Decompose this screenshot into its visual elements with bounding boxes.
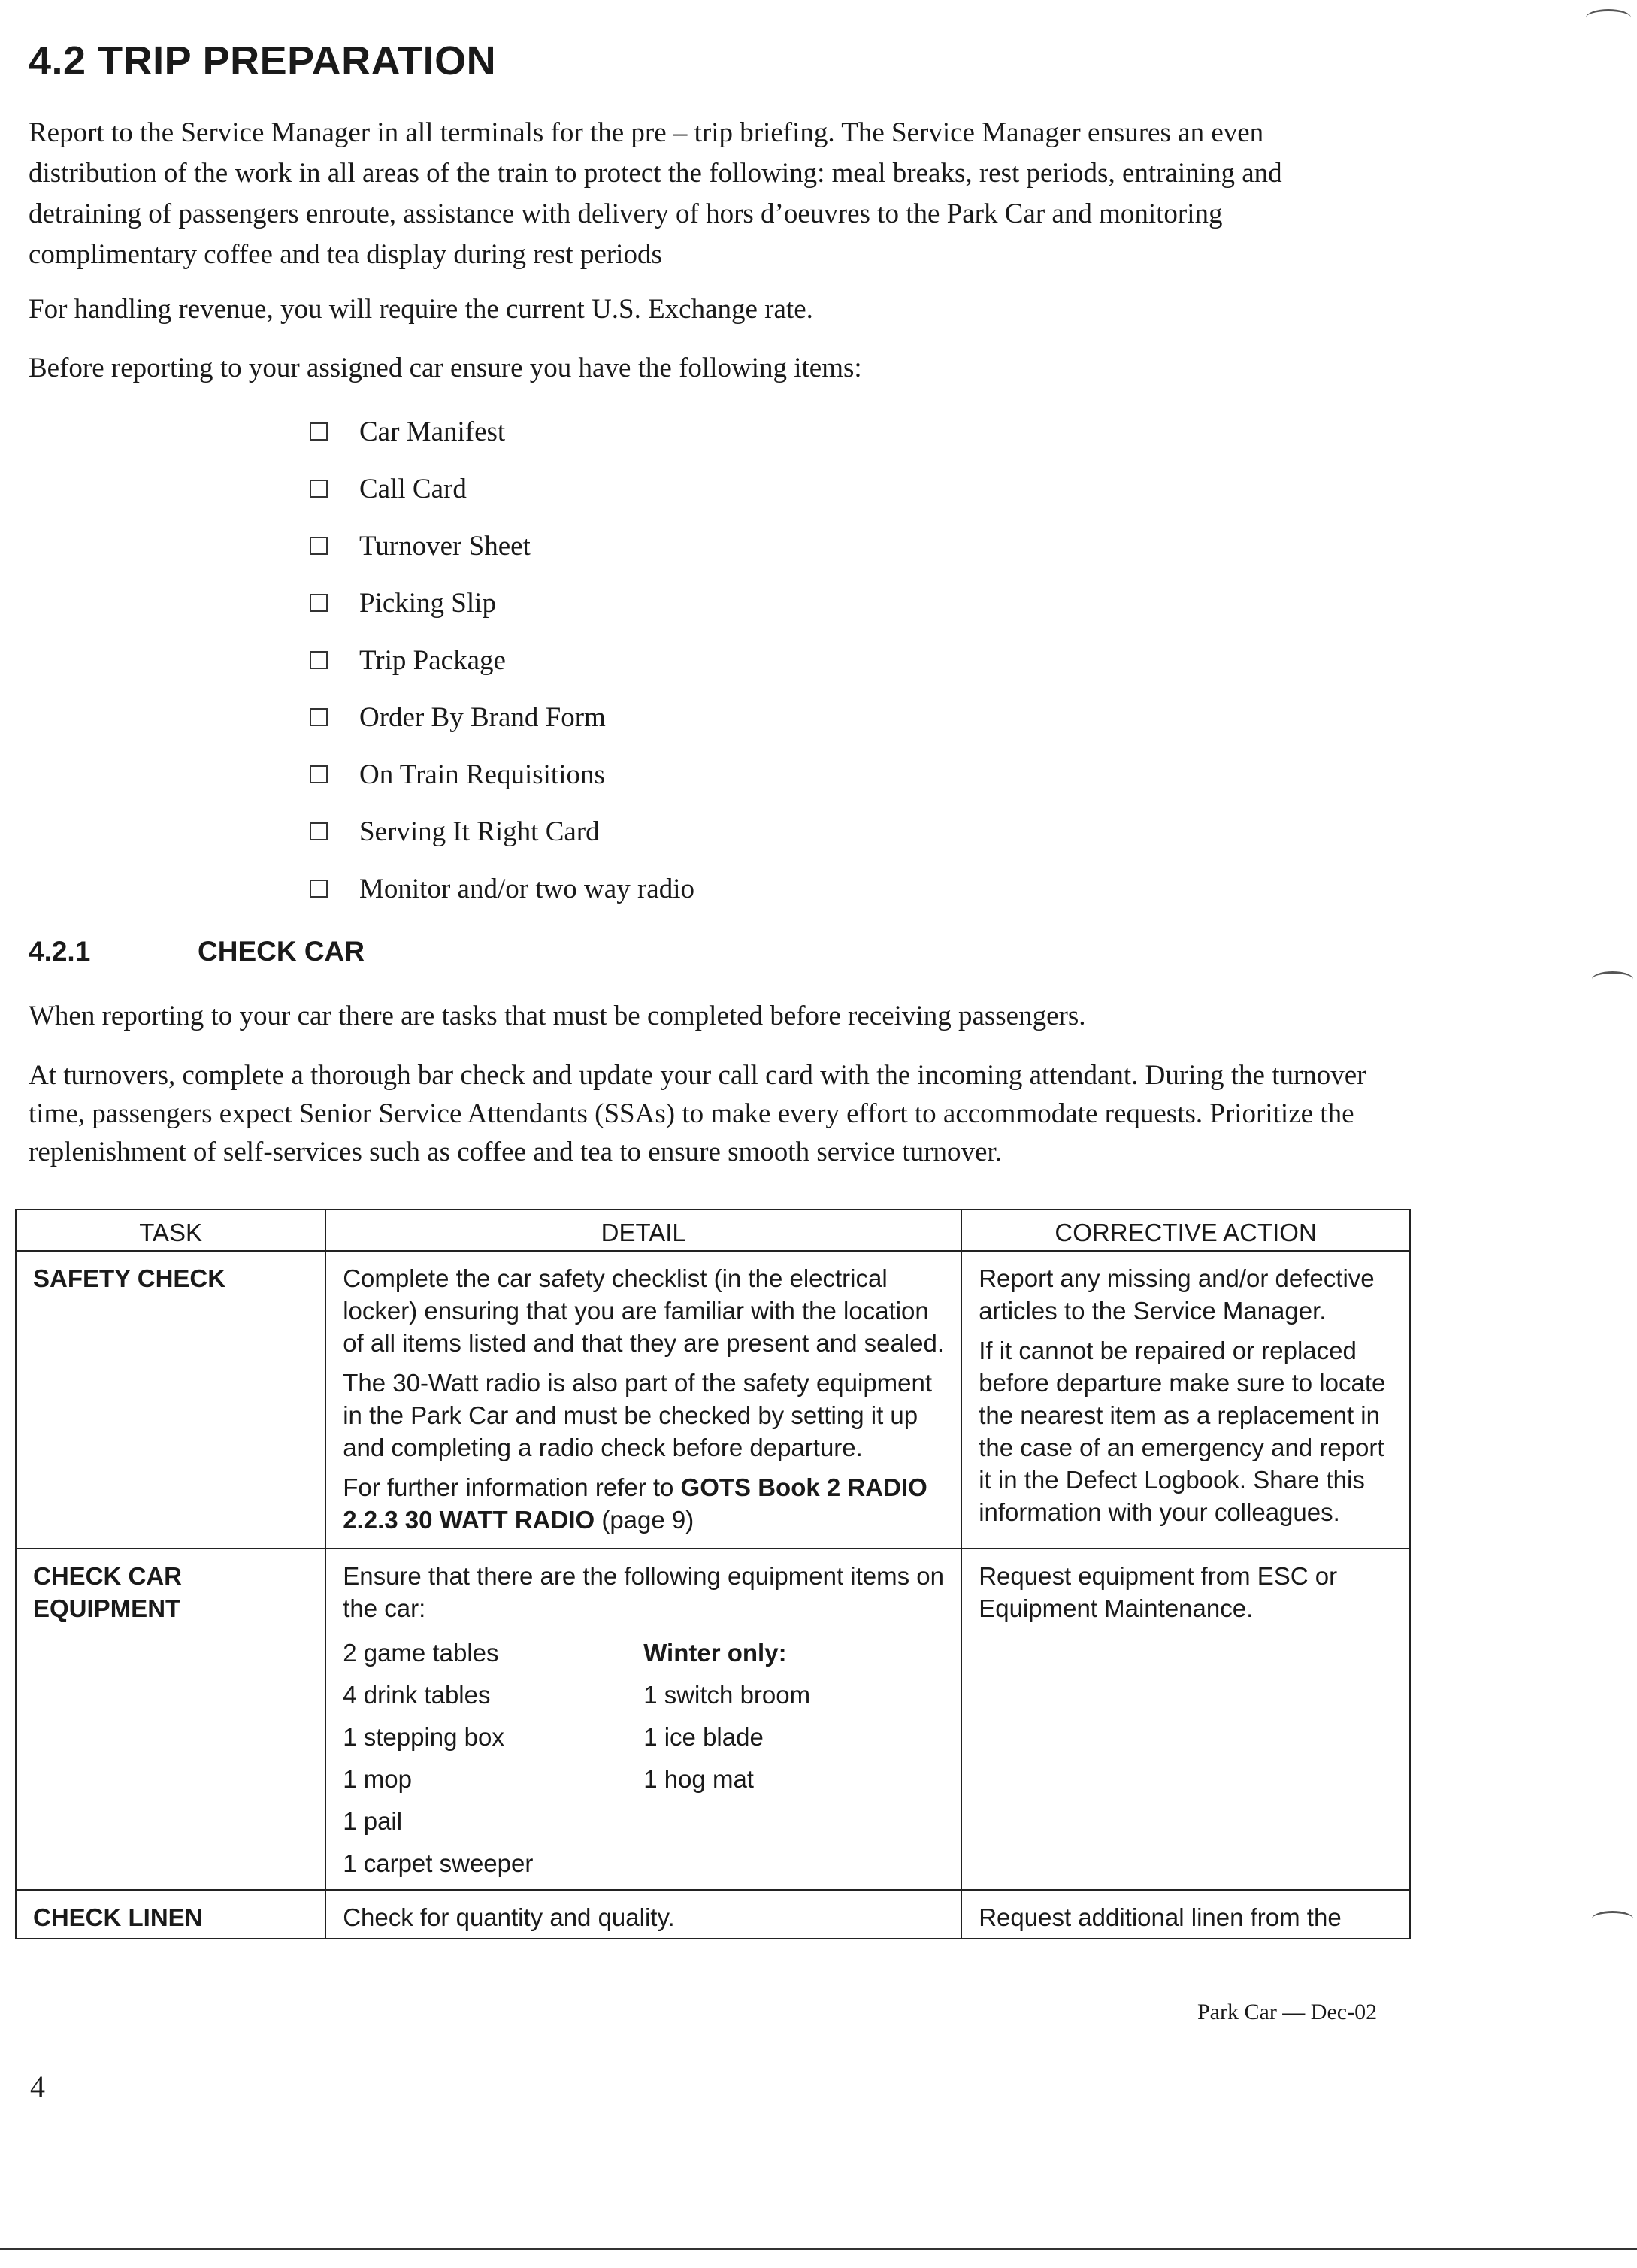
- table-row-check-linen: [16, 1890, 1410, 1939]
- footer-document-label: Park Car — Dec-02: [1197, 2000, 1378, 2024]
- header-corrective-action: CORRECTIVE ACTION: [961, 1210, 1410, 1251]
- equipment-list: [343, 1632, 944, 1885]
- reporting-paragraph: When reporting to your car there are tasks that must be completed before receiving passengers.: [29, 1001, 1086, 1031]
- equipment-item: 2 game tables: [343, 1639, 499, 1667]
- table-row-safety-check: [16, 1251, 1410, 1549]
- checklist-item: Order By Brand Form: [310, 689, 694, 746]
- checklist-item: Serving It Right Card: [310, 803, 694, 860]
- header-task: TASK: [16, 1210, 325, 1251]
- turnovers-paragraph: At turnovers, complete a thorough bar check and update your call card with the incoming attendant. During the turnover time, passengers expect Senior Service Attendants (SSAs) to make every effort to accommodate requests. Prioritize the replenishment of self-services such as coffee and tea to ensure smooth service turnover.: [29, 1060, 1366, 1167]
- checkbox-icon: [310, 708, 328, 726]
- checklist-item: Trip Package: [310, 631, 694, 689]
- equipment-item: 1 ice blade: [643, 1723, 764, 1751]
- checklist-item: Turnover Sheet: [310, 517, 694, 574]
- section-title: [29, 38, 496, 84]
- equipment-item: 1 pail: [343, 1807, 403, 1835]
- task-cell: CHECK LINEN: [16, 1890, 325, 1939]
- detail-cell: Complete the car safety checklist (in the electrical locker) ensuring that you are familiar with the location of all items listed and that they are present and sealed. The 30-Watt radio is also part of the safety equipment in the Park Car and must be checked by setting it up and completing a radio check before departure. For further information refer to GOTS Book 2 RADIO 2.2.3 30 WATT RADIO (page 9): [325, 1251, 961, 1549]
- action-cell: Report any missing and/or defective articles to the Service Manager. If it cannot be repaired or replaced before departure make sure to locate the nearest item as a replacement in the case of an emergency and report it in the Defect Logbook. Share this information with your colleagues.: [961, 1251, 1410, 1549]
- scan-edge-mark: [1592, 971, 1633, 987]
- task-cell: SAFETY CHECK: [16, 1251, 325, 1549]
- table-row-check-car-equipment: [16, 1549, 1410, 1890]
- required-items-checklist: [310, 403, 694, 917]
- section-number: 4.2: [29, 38, 86, 83]
- equipment-item: 1 hog mat: [643, 1765, 754, 1793]
- detail-cell: Check for quantity and quality.: [325, 1890, 961, 1939]
- task-cell: CHECK CAR EQUIPMENT: [16, 1549, 325, 1890]
- equipment-item: 4 drink tables: [343, 1681, 491, 1709]
- winter-only-label: Winter only:: [643, 1639, 787, 1667]
- equipment-item: 1 mop: [343, 1765, 412, 1793]
- revenue-paragraph: For handling revenue, you will require the current U.S. Exchange rate.: [29, 294, 813, 325]
- intro-paragraph: Report to the Service Manager in all terminals for the pre – trip briefing. The Service Manager ensures an even distribution of the work in all areas of the train to protect the following: meal breaks, rest periods, entraining and detraining of passengers enroute, assistance with delivery of hors d’oeuvres to the Park Car and monitoring complimentary coffee and tea display during rest periods: [29, 117, 1282, 270]
- table-header-row: [16, 1210, 1410, 1251]
- equipment-column-winter: [643, 1632, 944, 1885]
- checkbox-icon: [310, 594, 328, 612]
- checkbox-icon: [310, 822, 328, 840]
- equipment-column-standard: [343, 1632, 643, 1885]
- equipment-item: 1 switch broom: [643, 1681, 811, 1709]
- scan-edge-mark: [1592, 1911, 1633, 1927]
- action-cell: Request equipment from ESC or Equipment Maintenance.: [961, 1549, 1410, 1890]
- checkbox-icon: [310, 480, 328, 498]
- detail-cell: Ensure that there are the following equipment items on the car: 2 game tables 4 drink tables 1 stepping box 1 mop 1 pail 1 carpet sweeper Winter only: 1 switch broom 1 ice blade 1 hog mat: [325, 1549, 961, 1890]
- equipment-item: 1 carpet sweeper: [343, 1849, 534, 1877]
- checklist-item: Car Manifest: [310, 403, 694, 460]
- section-title-text: TRIP PREPARATION: [98, 38, 497, 83]
- checkbox-icon: [310, 765, 328, 783]
- reference-gots-book: GOTS Book 2 RADIO 2.2.3 30 WATT RADIO: [343, 1473, 927, 1534]
- checklist-item: Picking Slip: [310, 574, 694, 631]
- scan-edge-line: [0, 2248, 1637, 2250]
- checklist-item: Call Card: [310, 460, 694, 517]
- checkbox-icon: [310, 880, 328, 898]
- task-table: [15, 1209, 1411, 1939]
- header-detail: DETAIL: [325, 1210, 961, 1251]
- before-reporting-paragraph: Before reporting to your assigned car ensure you have the following items:: [29, 353, 862, 383]
- checkbox-icon: [310, 651, 328, 669]
- checklist-item: On Train Requisitions: [310, 746, 694, 803]
- subsection-number: 4.2.1: [29, 936, 91, 967]
- scan-edge-mark: [1586, 9, 1631, 26]
- page-number: 4: [30, 2070, 45, 2103]
- subsection-heading: [29, 936, 365, 967]
- checkbox-icon: [310, 537, 328, 555]
- action-cell: Request additional linen from the: [961, 1890, 1410, 1939]
- subsection-title: CHECK CAR: [198, 936, 365, 967]
- checklist-item: Monitor and/or two way radio: [310, 860, 694, 917]
- equipment-item: 1 stepping box: [343, 1723, 504, 1751]
- checkbox-icon: [310, 422, 328, 441]
